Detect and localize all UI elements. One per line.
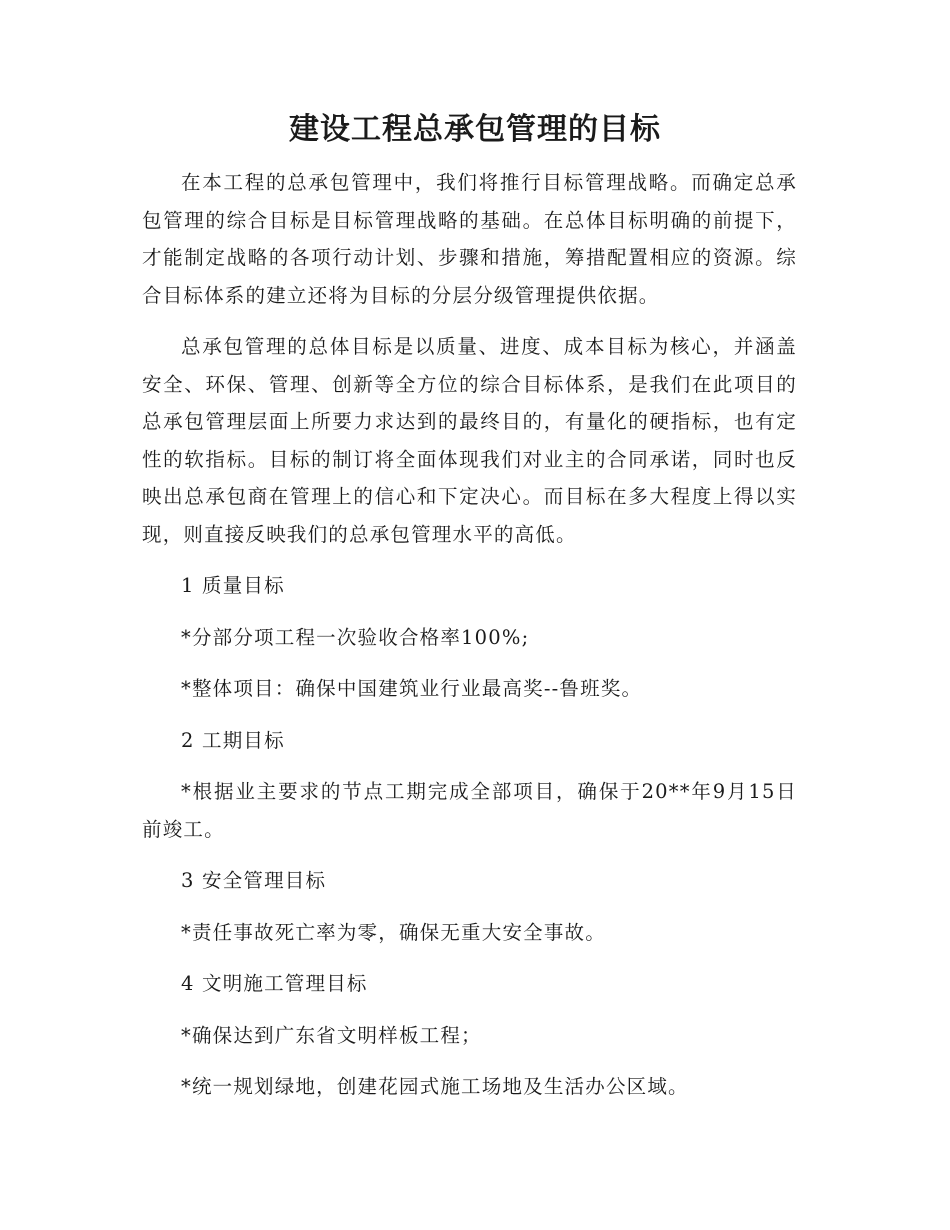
quality-item-2: *整体项目：确保中国建筑业行业最高奖--鲁班奖。 xyxy=(181,677,643,700)
quality-item-1: *分部分项工程一次验收合格率100%; xyxy=(181,625,530,649)
civilized-item-1: *确保达到广东省文明样板工程； xyxy=(181,1023,482,1047)
section-heading-civilized-construction: 4 文明施工管理目标 xyxy=(181,972,368,995)
section-heading-safety: 3 安全管理目标 xyxy=(181,869,327,892)
civilized-item-2: *统一规划绿地，创建花园式施工场地及生活办公区域。 xyxy=(181,1075,689,1098)
schedule-item-1: *根据业主要求的节点工期完成全部项目，确保于20**年9月15日前竣工。 xyxy=(142,780,797,841)
intro-paragraph-2: 总承包管理的总体目标是以质量、进度、成本目标为核心，并涵盖安全、环保、管理、创新等全方位的综合目标体系，是我们在此项目的总承包管理层面上所要力求达到的最终目的，有量化的硬指标，也有定性的软指标。目标的制订将全面体现我们对业主的合同承诺，同时也反映出总承包商在管理上的信心和下定决心。而目标在多大程度上得以实现，则直接反映我们的总承包管理水平的高低。 xyxy=(142,335,797,546)
page-title: 建设工程总承包管理的目标 xyxy=(289,112,661,147)
safety-item-1: *责任事故死亡率为零，确保无重大安全事故。 xyxy=(181,920,606,944)
section-heading-schedule: 2 工期目标 xyxy=(181,728,285,752)
section-heading-quality: 1 质量目标 xyxy=(181,574,285,597)
document-body xyxy=(142,164,797,1120)
intro-paragraph-1: 在本工程的总承包管理中，我们将推行目标管理战略。而确定总承包管理的综合目标是目标管理战略的基础。在总体目标明确的前提下，才能制定战略的各项行动计划、步骤和措施，筹措配置相应的资源。综合目标体系的建立还将为目标的分层分级管理提供依据。 xyxy=(142,171,797,307)
